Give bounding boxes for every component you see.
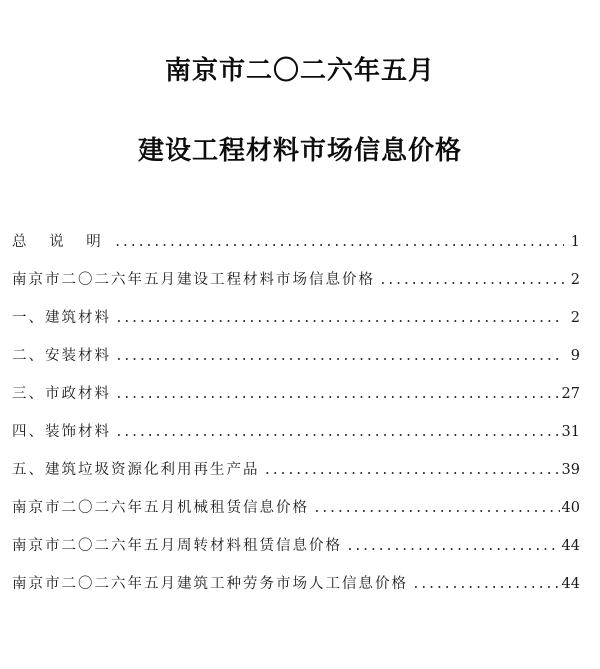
toc-entry-label: 南京市二〇二六年五月建设工程材料市场信息价格 bbox=[12, 272, 375, 288]
toc-page-number: 2 bbox=[570, 310, 580, 326]
toc-dot-leader bbox=[115, 311, 564, 326]
toc-page-number: 40 bbox=[561, 500, 580, 516]
toc-dot-leader bbox=[115, 349, 564, 364]
toc-entry-building-materials[interactable] bbox=[12, 306, 580, 332]
toc-entry-recycled-products[interactable] bbox=[12, 458, 580, 484]
table-of-contents bbox=[12, 230, 580, 610]
toc-entry-label: 总 说 明 bbox=[12, 234, 110, 250]
toc-page-number: 31 bbox=[561, 424, 580, 440]
toc-entry-labor-prices[interactable] bbox=[12, 572, 580, 598]
toc-page-number: 9 bbox=[570, 348, 580, 364]
toc-page-number: 27 bbox=[561, 386, 580, 402]
toc-page-number: 39 bbox=[561, 462, 580, 478]
toc-entry-municipal-materials[interactable] bbox=[12, 382, 580, 408]
toc-entry-label: 三、市政材料 bbox=[12, 386, 111, 402]
toc-entry-label: 南京市二〇二六年五月机械租赁信息价格 bbox=[12, 500, 309, 516]
toc-entry-label: 五、建筑垃圾资源化利用再生产品 bbox=[12, 462, 260, 478]
toc-entry-decoration-materials[interactable] bbox=[12, 420, 580, 446]
toc-entry-turnover-materials-rental[interactable] bbox=[12, 534, 580, 560]
toc-dot-leader bbox=[346, 539, 560, 554]
toc-entry-label: 四、装饰材料 bbox=[12, 424, 111, 440]
document-title-line1: 南京市二〇二六年五月 bbox=[164, 56, 435, 86]
toc-dot-leader bbox=[379, 273, 564, 288]
toc-entry-general-notes[interactable] bbox=[12, 230, 580, 256]
toc-entry-label: 南京市二〇二六年五月周转材料租赁信息价格 bbox=[12, 538, 342, 554]
toc-dot-leader bbox=[313, 501, 560, 516]
toc-page-number: 44 bbox=[561, 538, 580, 554]
toc-page-number: 1 bbox=[570, 234, 580, 250]
toc-page-number: 2 bbox=[570, 272, 580, 288]
toc-dot-leader bbox=[412, 577, 560, 592]
toc-dot-leader bbox=[115, 387, 560, 402]
toc-dot-leader bbox=[114, 235, 564, 250]
toc-entry-label: 一、建筑材料 bbox=[12, 310, 111, 326]
document-title-line2: 建设工程材料市场信息价格 bbox=[137, 136, 462, 166]
toc-page-number: 44 bbox=[561, 576, 580, 592]
toc-dot-leader bbox=[264, 463, 560, 478]
toc-entry-label: 南京市二〇二六年五月建筑工种劳务市场人工信息价格 bbox=[12, 576, 408, 592]
toc-dot-leader bbox=[115, 425, 560, 440]
toc-entry-label: 二、安装材料 bbox=[12, 348, 111, 364]
toc-entry-installation-materials[interactable] bbox=[12, 344, 580, 370]
toc-entry-machinery-rental[interactable] bbox=[12, 496, 580, 522]
toc-entry-material-prices[interactable] bbox=[12, 268, 580, 294]
